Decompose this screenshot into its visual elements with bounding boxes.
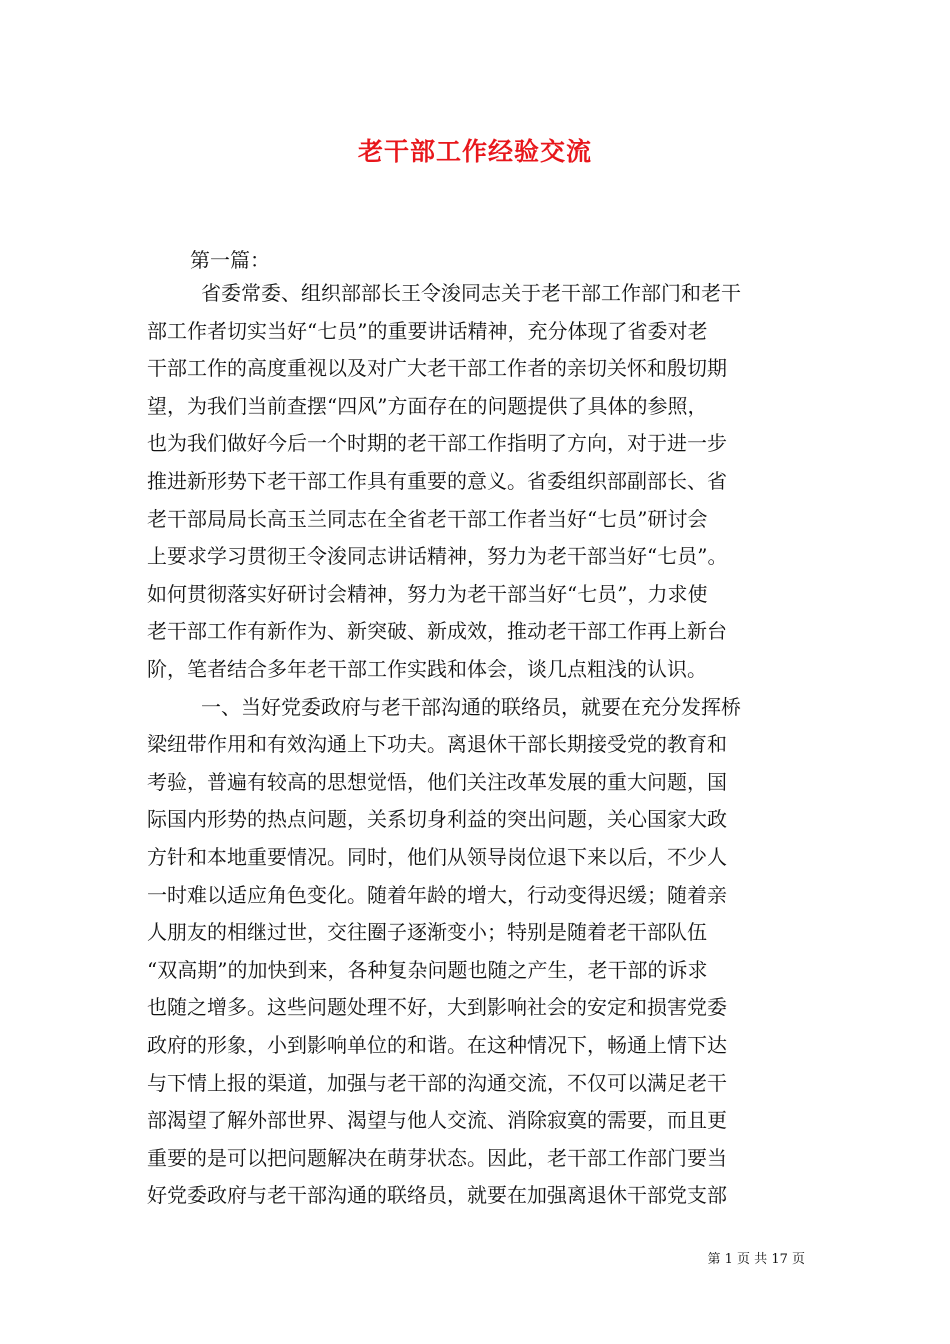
body-line: 推进新形势下老干部工作具有重要的意义。省委组织部副部长、省 — [147, 469, 727, 493]
section-heading: 第一篇： — [190, 248, 270, 272]
body-line: 方针和本地重要情况。同时，他们从领导岗位退下来以后，不少人 — [147, 845, 727, 869]
body-line: “双高期”的加快到来，各种复杂问题也随之产生，老干部的诉求 — [147, 957, 708, 982]
body-line: 省委常委、组织部部长王令浚同志关于老干部工作部门和老干 — [201, 281, 741, 305]
body-line: 好党委政府与老干部沟通的联络员，就要在加强离退休干部党支部 — [147, 1183, 727, 1208]
document-title: 老干部工作经验交流 — [357, 137, 592, 166]
body-line: 政府的形象，小到影响单位的和谐。在这种情况下，畅通上情下达 — [147, 1033, 727, 1057]
body-line: 也随之增多。这些问题处理不好，大到影响社会的安定和损害党委 — [147, 995, 727, 1020]
body-line: 与下情上报的渠道，加强与老干部的沟通交流，不仅可以满足老干 — [147, 1070, 727, 1095]
body-line: 人朋友的相继过世，交往圈子逐渐变小；特别是随着老干部队伍 — [147, 920, 707, 945]
body-line: 一、当好党委政府与老干部沟通的联络员，就要在充分发挥桥 — [201, 694, 741, 719]
body-line: 阶，笔者结合多年老干部工作实践和体会，谈几点粗浅的认识。 — [147, 657, 707, 681]
body-line: 重要的是可以把问题解决在萌芽状态。因此，老干部工作部门要当 — [147, 1145, 727, 1170]
page-number: 第 1 页 共 17 页 — [707, 1252, 805, 1267]
body-line: 上要求学习贯彻王令浚同志讲话精神，努力为老干部当好“七员”。 — [147, 544, 728, 569]
body-line: 部工作者切实当好“七员”的重要讲话精神，充分体现了省委对老 — [147, 318, 708, 343]
body-line: 部渴望了解外部世界、渴望与他人交流、消除寂寞的需要，而且更 — [147, 1108, 727, 1133]
body-line: 梁纽带作用和有效沟通上下功夫。离退休干部长期接受党的教育和 — [147, 732, 727, 757]
body-line: 也为我们做好今后一个时期的老干部工作指明了方向，对于进一步 — [147, 431, 727, 456]
body-line: 考验，普遍有较高的思想觉悟，他们关注改革发展的重大问题，国 — [147, 769, 727, 794]
body-line: 一时难以适应角色变化。随着年龄的增大，行动变得迟缓；随着亲 — [147, 882, 727, 907]
body-line: 际国内形势的热点问题，关系切身利益的突出问题，关心国家大政 — [147, 807, 727, 832]
body-line: 老干部局局长高玉兰同志在全省老干部工作者当好“七员”研讨会 — [147, 506, 708, 531]
body-line: 如何贯彻落实好研讨会精神，努力为老干部当好“七员”，力求使 — [147, 581, 708, 606]
body-line: 望，为我们当前查摆“四风”方面存在的问题提供了具体的参照， — [147, 393, 708, 418]
body-line: 老干部工作有新作为、新突破、新成效，推动老干部工作再上新台 — [147, 619, 727, 644]
body-line: 干部工作的高度重视以及对广大老干部工作者的亲切关怀和殷切期 — [147, 356, 727, 381]
